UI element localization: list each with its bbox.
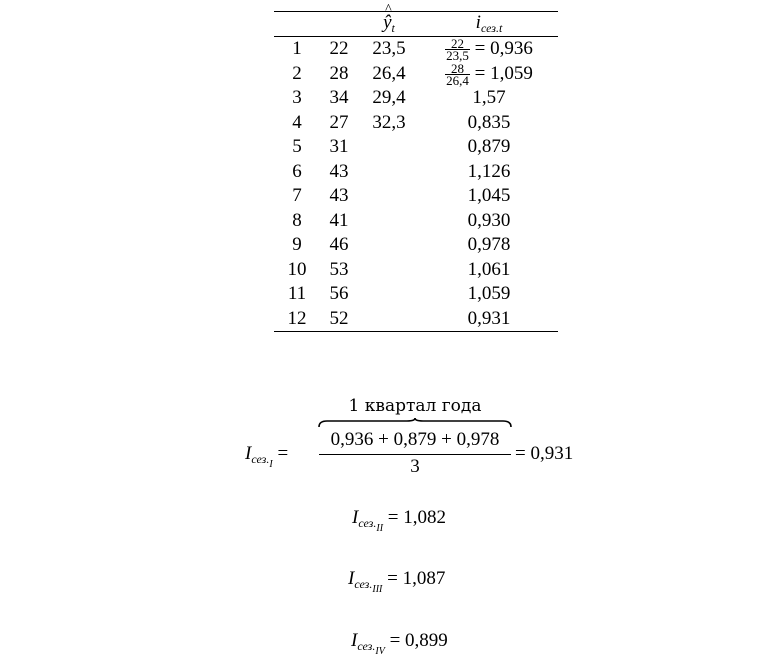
table-row — [274, 160, 558, 185]
cell-i-seasonal: 1,126 — [467, 160, 511, 182]
table-row — [274, 209, 558, 234]
formula-q1-lhs: $I_{сез._I}$ = — [245, 443, 289, 470]
header-y-hat: ^ $ŷ_t$ — [358, 12, 420, 37]
brace-label: 1 квартал года — [348, 396, 482, 416]
cell-y: 52 — [329, 307, 349, 329]
cell-y-hat: 32,3 — [372, 111, 406, 133]
table-header-row — [274, 12, 558, 37]
formula-q1-result: = 0,931 — [515, 443, 574, 464]
cell-y-hat — [358, 233, 420, 258]
cell-y: 28 — [329, 62, 349, 84]
cell-y: 27 — [329, 111, 349, 133]
table-row — [274, 37, 558, 62]
cell-t: 12 — [287, 307, 307, 329]
cell-t: 2 — [292, 62, 302, 84]
cell-i-seasonal: 0,879 — [467, 136, 511, 158]
cell-y-hat — [358, 307, 420, 332]
cell-i-seasonal: 1,059 — [467, 283, 511, 305]
cell-i-seasonal: $\frac{22}{23,5}$ = 0,936 — [446, 36, 533, 64]
header-i-seasonal: $i_{сез.t}$ — [475, 12, 503, 35]
seasonal-index-table — [274, 11, 558, 332]
formula-seasonal-index-q1 — [245, 396, 595, 486]
cell-t: 10 — [287, 258, 307, 280]
formula-seasonal-index-q3: $I_{сез._{III}} = 1,087$ — [348, 568, 446, 595]
table-row — [274, 62, 558, 87]
cell-y-hat: 29,4 — [372, 87, 406, 109]
header-t — [274, 12, 320, 37]
cell-t: 6 — [292, 160, 302, 182]
formula-q4-result: = 0,899 — [389, 630, 448, 651]
table-row — [274, 184, 558, 209]
table-body — [274, 37, 558, 332]
cell-i-seasonal: 1,045 — [467, 185, 511, 207]
cell-t: 3 — [292, 87, 302, 109]
cell-y: 31 — [329, 136, 349, 158]
cell-t: 8 — [292, 209, 302, 231]
formula-q3-result: = 1,087 — [387, 568, 446, 589]
overbrace-icon — [317, 418, 513, 428]
cell-i-seasonal: 0,931 — [467, 307, 511, 329]
cell-y: 41 — [329, 209, 349, 231]
cell-i-seasonal: 1,57 — [472, 87, 506, 109]
cell-t: 11 — [287, 283, 307, 305]
cell-i-seasonal: 0,978 — [467, 234, 511, 256]
fraction-numerator: 0,936 + 0,879 + 0,978 — [330, 429, 500, 450]
cell-t: 5 — [292, 136, 302, 158]
cell-t: 1 — [292, 38, 302, 60]
cell-y-hat — [358, 184, 420, 209]
cell-y: 34 — [329, 87, 349, 109]
cell-fraction: $\frac{22}{23,5}$ — [446, 36, 469, 64]
cell-t: 7 — [292, 185, 302, 207]
cell-y-hat: 26,4 — [372, 62, 406, 84]
cell-y: 43 — [329, 185, 349, 207]
cell-t: 9 — [292, 234, 302, 256]
table-row — [274, 307, 558, 332]
fraction-denominator: 3 — [410, 456, 420, 477]
cell-y-hat — [358, 160, 420, 185]
formula-q1-fraction — [317, 396, 513, 479]
table-row — [274, 233, 558, 258]
cell-y: 43 — [329, 160, 349, 182]
table-row — [274, 258, 558, 283]
table-row — [274, 86, 558, 111]
cell-y-hat — [358, 282, 420, 307]
formula-seasonal-index-q2: $I_{сез._{II}} = 1,082$ — [352, 507, 446, 534]
cell-i-seasonal: 1,061 — [467, 258, 511, 280]
cell-i-seasonal: 0,835 — [467, 111, 511, 133]
cell-y-hat — [358, 135, 420, 160]
cell-y: 22 — [329, 38, 349, 60]
table-row — [274, 282, 558, 307]
table-row — [274, 111, 558, 136]
cell-y: 46 — [329, 234, 349, 256]
formula-seasonal-index-q4: $I_{сез._{IV}} = 0,899$ — [351, 630, 448, 657]
cell-y-hat — [358, 209, 420, 234]
cell-y: 53 — [329, 258, 349, 280]
cell-y-hat — [358, 258, 420, 283]
header-y — [320, 12, 358, 37]
table-row — [274, 135, 558, 160]
cell-fraction: $\frac{28}{26,4}$ — [446, 60, 469, 88]
formula-q2-result: = 1,082 — [387, 507, 446, 528]
cell-t: 4 — [292, 111, 302, 133]
cell-y-hat: 23,5 — [372, 38, 406, 60]
cell-y: 56 — [329, 283, 349, 305]
cell-i-seasonal: $\frac{28}{26,4}$ = 1,059 — [446, 60, 533, 88]
cell-i-seasonal: 0,930 — [467, 209, 511, 231]
